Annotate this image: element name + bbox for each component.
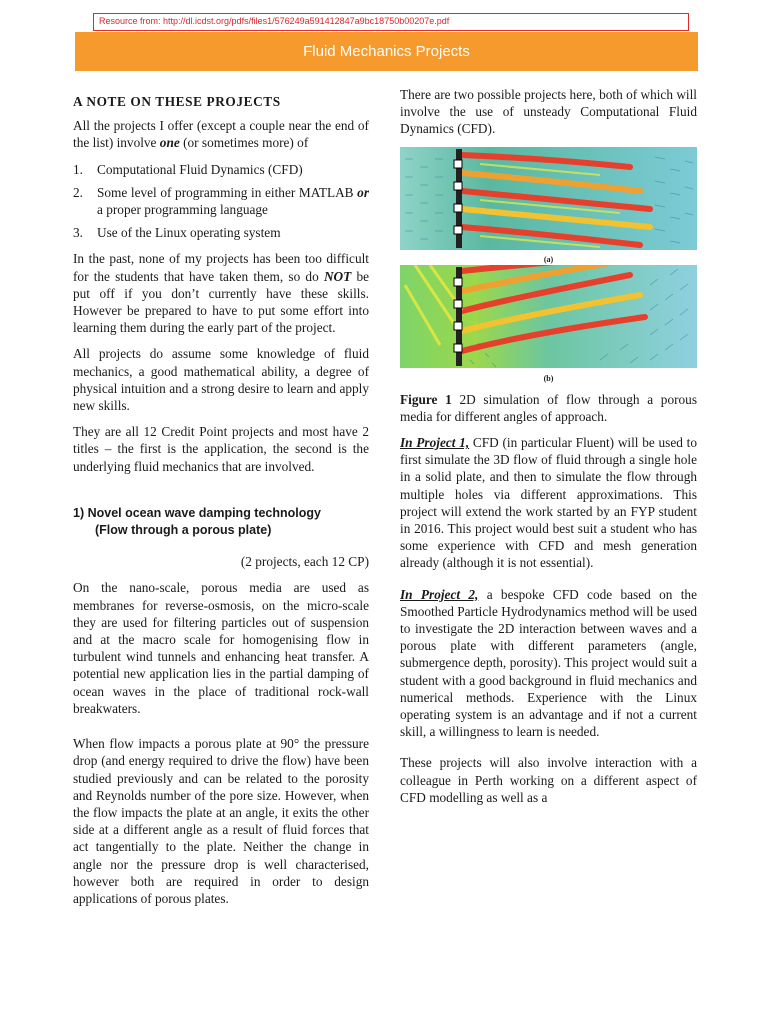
past-text-b: be put off if you don’t currently have these skills. However be prepared to have to put some effort into learning them during the early part of the project. — [73, 268, 370, 336]
nano-paragraph: On the nano-scale, porous media are used as membranes for reverse-osmosis, on the micro-scale they are used for filtering particles out of suspension and at the macro scale for homogenising flow in turbulent wind tunnels and enhancing heat transfer. A potential new application lies in the partial damping of ocean waves in the place of traditional rock-wall breakwaters. — [73, 580, 369, 716]
project1-text: CFD (in particular Fluent) will be used to first simulate the 3D flow of fluid through a single hole in a solid plate, and then to simulate the flow through multiple holes via different approximations. This project will extend the work started by an FYP student in 2016. This project would best suit a student who has some experience with CFD and mesh generation already (although it is not essential). — [400, 435, 697, 571]
requirement-item — [73, 161, 369, 178]
project1-label: In Project 1, — [400, 435, 470, 451]
intro-paragraph — [73, 117, 369, 151]
intro-text-a: All the projects I offer (except a couple near the end of the list) involve — [73, 118, 369, 151]
requirement-text: Use of the Linux operating system — [97, 225, 281, 241]
document-title-bar — [75, 32, 698, 71]
flow-simulation-figure — [400, 147, 697, 383]
panel-b-label: (b) — [543, 373, 554, 383]
figure-caption — [400, 391, 697, 425]
figure-caption-text: 2D simulation of flow through a porous media for different angles of approach. — [400, 391, 697, 424]
flow-panel-b — [400, 265, 697, 368]
project-heading-line2: (Flow through a porous plate) — [95, 523, 272, 538]
two-projects-paragraph: There are two possible projects here, both of which will involve the use of unsteady Computational Fluid Dynamics (CFD). — [400, 87, 697, 137]
note-heading: A NOTE ON THESE PROJECTS — [73, 94, 281, 109]
intro-emphasis: one — [159, 135, 180, 151]
left-column — [73, 86, 369, 916]
requirement-number: 2. — [73, 184, 83, 200]
intro-text-b: (or sometimes more) of — [179, 135, 309, 151]
requirement-number: 1. — [73, 161, 83, 177]
credit-point-note: (2 projects, each 12 CP) — [240, 554, 369, 570]
right-column — [400, 86, 697, 815]
requirement-text-b: a proper programming language — [97, 202, 268, 218]
resource-url: Resource from: http://dl.icdst.org/pdfs/files1/576249a591412847a9bc18750b00207e.pdf — [99, 16, 450, 26]
requirements-list — [73, 161, 369, 242]
figure-caption-label: Figure 1 — [400, 391, 452, 407]
project2-label: In Project 2, — [400, 586, 479, 602]
past-text-a: In the past, none of my projects has been too difficult for the students that have taken them, so do — [73, 251, 369, 284]
assume-paragraph: All projects do assume some knowledge of fluid mechanics, a good mathematical ability, a degree of physical intuition and a strong desire to learn and apply new skills. — [73, 346, 369, 414]
past-emphasis: NOT — [323, 268, 352, 284]
project1-paragraph — [400, 434, 697, 572]
project-heading — [73, 505, 369, 539]
credit-paragraph: They are all 12 Credit Point projects and most have 2 titles – the first is the application, the second is the underlying fluid mechanics that are involved. — [73, 424, 369, 474]
document-title: Fluid Mechanics Projects — [303, 43, 470, 60]
requirement-text-a: Some level of programming in either MATLAB — [97, 184, 358, 200]
requirement-item — [73, 224, 369, 241]
project-heading-line1: 1) Novel ocean wave damping technology — [73, 505, 321, 520]
requirement-emphasis: or — [357, 184, 369, 200]
requirement-item — [73, 184, 369, 218]
requirement-text — [97, 184, 369, 218]
requirement-text: Computational Fluid Dynamics (CFD) — [97, 161, 303, 177]
panel-a-label: (a) — [543, 254, 554, 264]
past-paragraph — [73, 250, 369, 336]
project2-text: a bespoke CFD code based on the Smoothed Particle Hydrodynamics method will be used to investigate the 2D interaction between waves and a porous plate with different parameters (angle, submergence depth, porosity). This project would suit a student with a good background in fluid mechanics and numerical methods. Experience with the Linux operating system is an advantage and if not a current skill, a willingness to learn is needed. — [400, 586, 697, 740]
resource-url-box — [93, 13, 689, 31]
requirement-number: 3. — [73, 225, 83, 241]
project2-paragraph — [400, 586, 697, 741]
perth-paragraph: These projects will also involve interaction with a colleague in Perth working on a different aspect of CFD modelling as well as a — [400, 755, 697, 805]
flow-paragraph: When flow impacts a porous plate at 90° the pressure drop (and energy required to drive the flow) have been studied previously and can be related to the porosity and Reynolds number of the pore size. However, when the flow impacts the plate at an angle, it exits the other side at a different angle as a result of fluid forces that act tangentially to the plate. Neither the change in angle nor the pressure drop is well characterised, however both are required in order to design applications of porous plates. — [73, 736, 369, 906]
flow-panel-a — [400, 147, 697, 250]
